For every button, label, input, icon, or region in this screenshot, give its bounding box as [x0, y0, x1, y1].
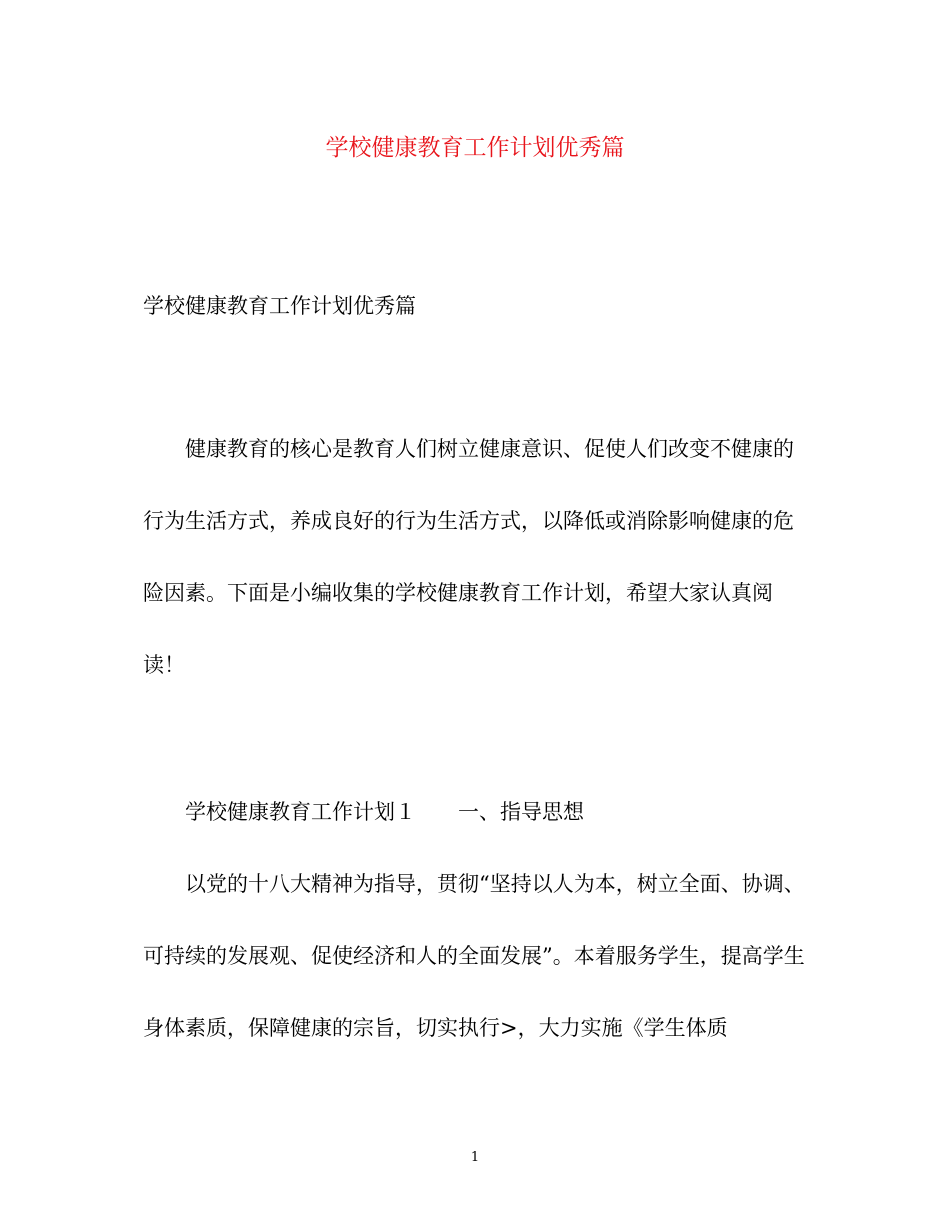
page-number: 1 — [470, 1150, 480, 1165]
intro-paragraph: 健康教育的核心是教育人们树立健康意识、促使人们改变不健康的行为生活方式，养成良好的行为生活方式，以降低或消除影响健康的危险因素。下面是小编收集的学校健康教育工作计划，希望大家认真阅读！ — [143, 437, 794, 677]
body-paragraph: 以党的十八大精神为指导，贯彻“坚持以人为本，树立全面、协调、可持续的发展观、促使经济和人的全面发展”。本着服务学生，提高学生身体素质，保障健康的宗旨，切实执行>，大力实施《学生体质 — [143, 872, 805, 1040]
document-subtitle: 学校健康教育工作计划优秀篇 — [143, 294, 416, 318]
document-title: 学校健康教育工作计划优秀篇 — [325, 135, 625, 161]
section-heading-line: 学校健康教育工作计划１ 一、指导思想 — [185, 800, 584, 824]
